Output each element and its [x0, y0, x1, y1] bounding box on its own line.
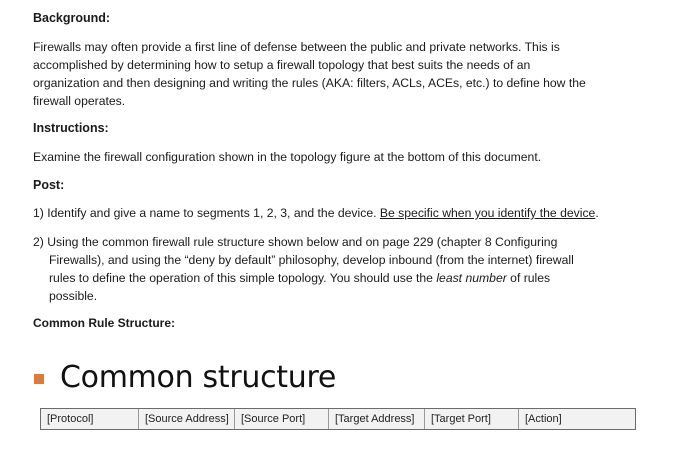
background-heading: Background:: [33, 11, 111, 25]
background-line: organization and then designing and writing the rules (AKA: filters, ACLs, ACEs, etc.) to define how the: [33, 76, 586, 90]
post-item-2-line: 2) Using the common firewall rule structure shown below and on page 229 (chapter 8 Configuring: [33, 235, 558, 249]
rule-cell-source-address: [Source Address]: [139, 409, 235, 429]
slide-title: Common structure: [60, 360, 336, 395]
post-item-2-line: possible.: [49, 289, 98, 303]
rule-cell-protocol: [Protocol]: [41, 409, 139, 429]
post-heading: Post:: [33, 178, 65, 192]
post-item-1-underlined: Be specific when you identify the device: [379, 206, 596, 220]
rule-cell-source-port: [Source Port]: [235, 409, 329, 429]
background-line: Firewalls may often provide a first line of defense between the public and private networks. This is: [33, 40, 560, 54]
background-line: firewall operates.: [33, 94, 126, 108]
embedded-slide: [22, 348, 632, 449]
post-item-1-end: .: [595, 206, 599, 220]
instructions-heading: Instructions:: [33, 121, 109, 135]
background-line: accomplished by determining how to setup a firewall topology that best suits the needs of an: [33, 58, 531, 72]
post-item-2-line: Firewalls), and using the “deny by default” philosophy, develop inbound (from the internet) firewall: [49, 253, 574, 267]
background-paragraph: [33, 38, 586, 110]
rule-structure-row: [40, 408, 636, 430]
post-item-2-italic: least number: [436, 271, 507, 285]
post-item-2-line3b: of rules: [506, 271, 551, 285]
common-rule-heading: Common Rule Structure:: [33, 316, 176, 330]
post-item-1-text: 1) Identify and give a name to segments 1, 2, 3, and the device.: [33, 206, 380, 220]
instructions-text: Examine the firewall configuration shown in the topology figure at the bottom of this document.: [33, 150, 542, 164]
post-item-1: [33, 204, 599, 222]
rule-cell-action: [Action]: [525, 413, 562, 425]
rule-cell-target-address: [Target Address]: [329, 409, 425, 429]
post-item-2: [33, 233, 574, 305]
post-item-2-line: [33, 269, 574, 287]
orange-bullet-icon: [34, 374, 44, 384]
rule-cell-target-port: [Target Port]: [425, 409, 519, 429]
post-item-2-line3a: rules to define the operation of this simple topology. You should use the: [49, 271, 437, 285]
